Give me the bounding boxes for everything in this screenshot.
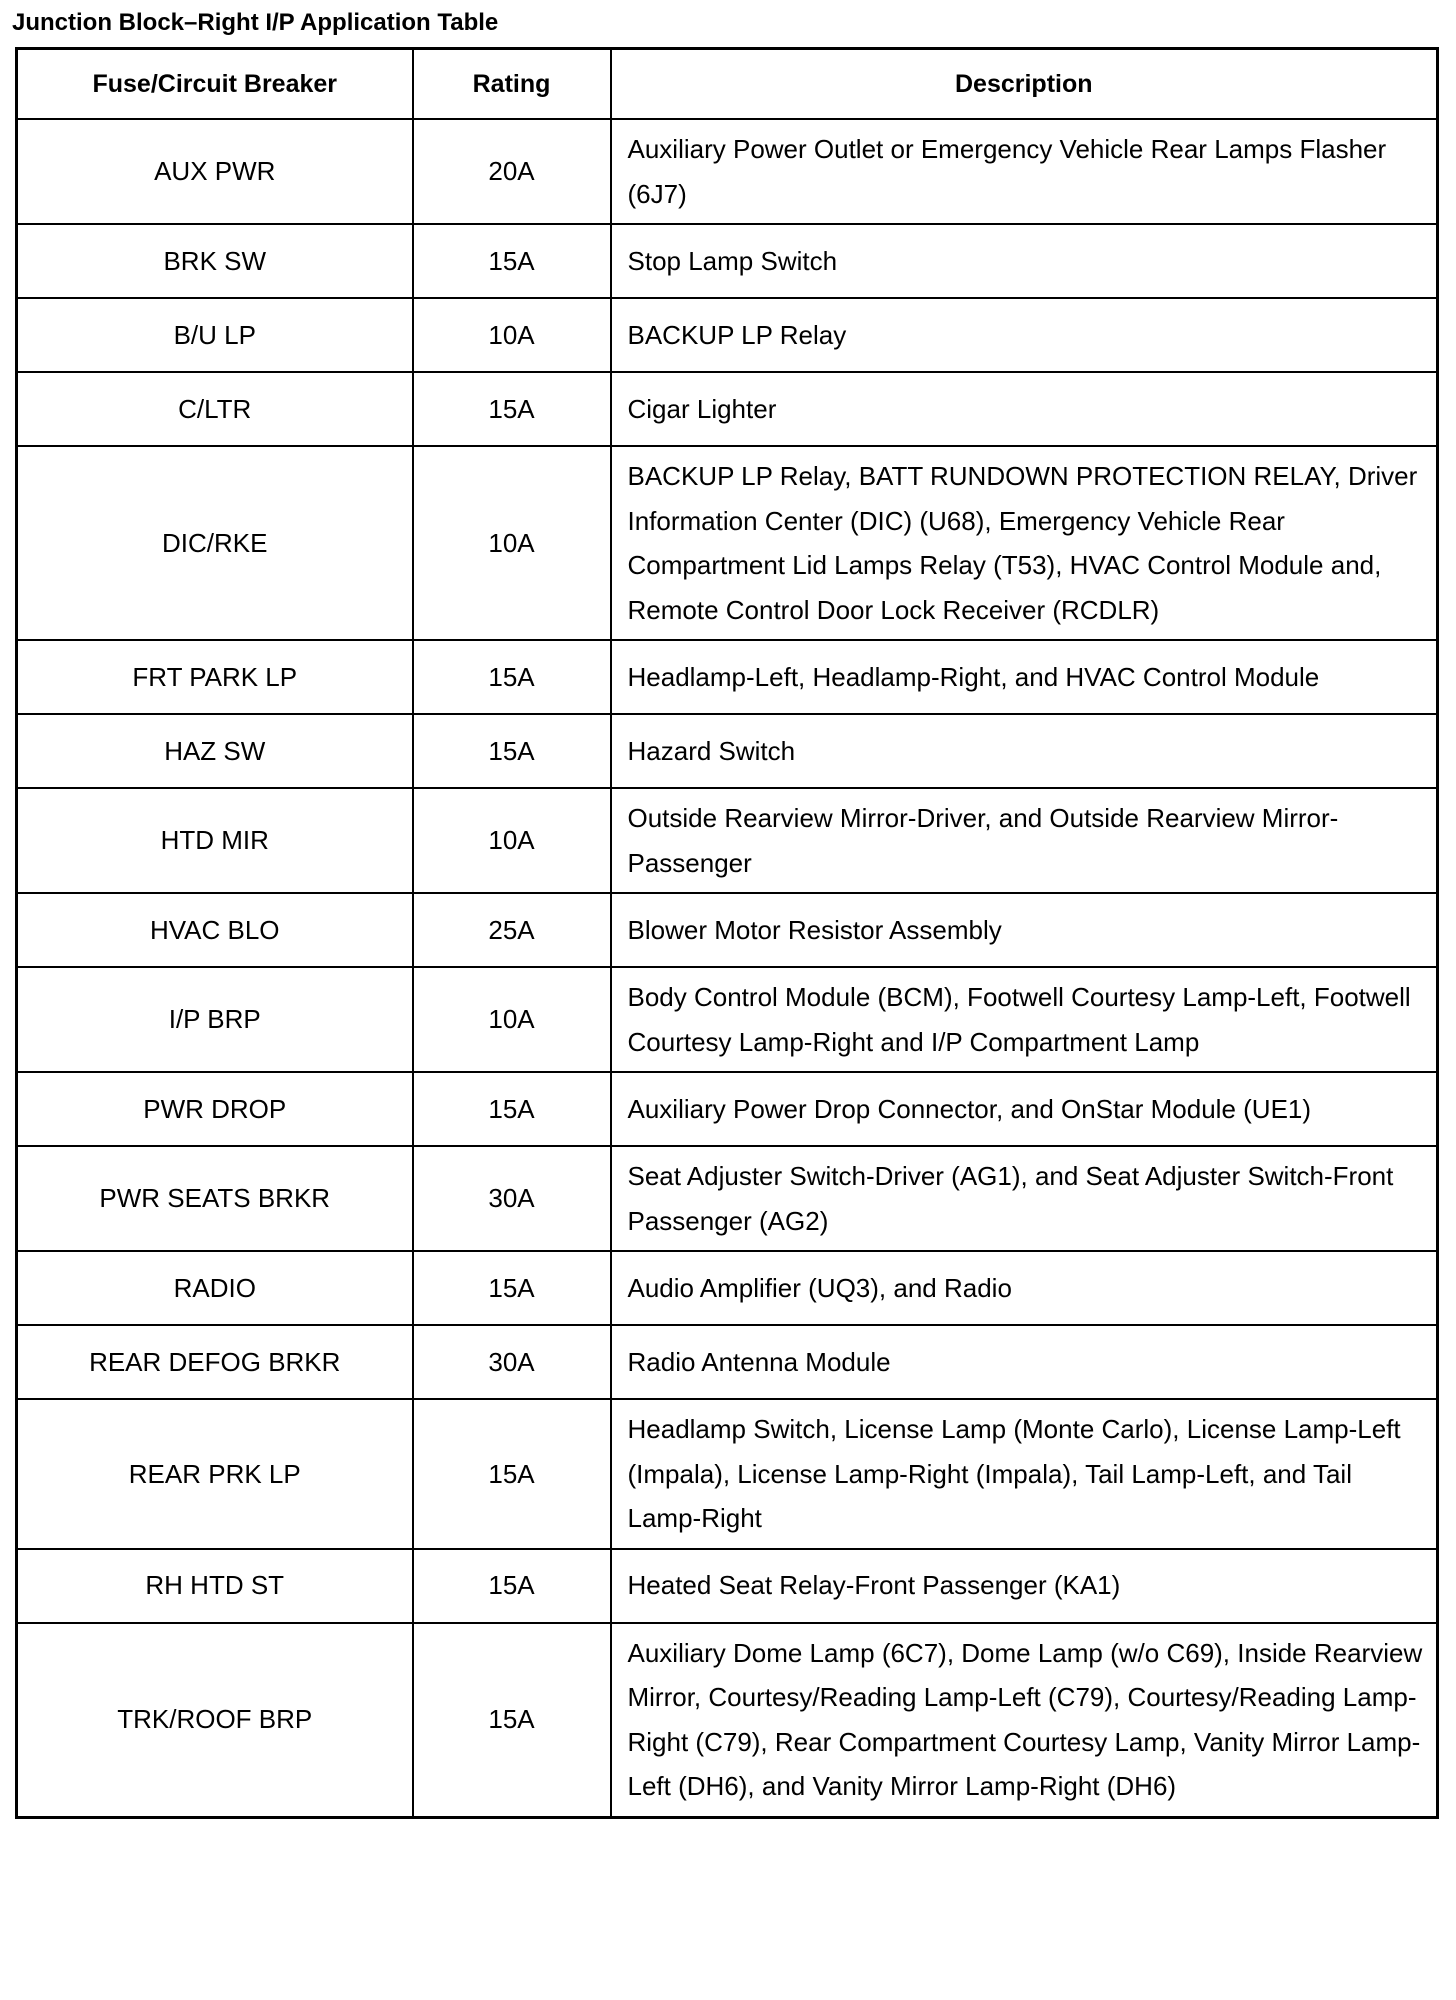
table-header-row — [17, 49, 1438, 120]
rating-cell: 15A — [413, 224, 611, 298]
column-header-description: Description — [611, 49, 1438, 120]
rating-cell: 25A — [413, 893, 611, 967]
description-cell: BACKUP LP Relay, BATT RUNDOWN PROTECTION RELAY, Driver Information Center (DIC) (U68), Emergency Vehicle Rear Compartment Lid Lamps Relay (T53), HVAC Control Module and, Remote Control Door Lock Receiver (RCDLR) — [611, 446, 1438, 640]
fuse-name-cell: HVAC BLO — [17, 893, 413, 967]
fuse-name-cell: I/P BRP — [17, 967, 413, 1072]
description-cell: Outside Rearview Mirror-Driver, and Outside Rearview Mirror-Passenger — [611, 788, 1438, 893]
fuse-name-cell: HTD MIR — [17, 788, 413, 893]
fuse-application-table — [15, 47, 1439, 1819]
rating-cell: 10A — [413, 446, 611, 640]
table-row — [17, 714, 1438, 788]
rating-cell: 15A — [413, 1549, 611, 1623]
description-cell: Blower Motor Resistor Assembly — [611, 893, 1438, 967]
rating-cell: 30A — [413, 1146, 611, 1251]
fuse-name-cell: DIC/RKE — [17, 446, 413, 640]
column-header-rating: Rating — [413, 49, 611, 120]
rating-cell: 15A — [413, 1251, 611, 1325]
table-row — [17, 640, 1438, 714]
table-row — [17, 1399, 1438, 1549]
rating-cell: 15A — [413, 1399, 611, 1549]
table-row — [17, 372, 1438, 446]
fuse-name-cell: HAZ SW — [17, 714, 413, 788]
description-cell: Auxiliary Dome Lamp (6C7), Dome Lamp (w/o C69), Inside Rearview Mirror, Courtesy/Reading Lamp-Left (C79), Courtesy/Reading Lamp-Right (C79), Rear Compartment Courtesy Lamp, Vanity Mirror Lamp-Left (DH6), and Vanity Mirror Lamp-Right (DH6) — [611, 1623, 1438, 1818]
fuse-name-cell: AUX PWR — [17, 119, 413, 224]
rating-cell: 15A — [413, 714, 611, 788]
table-row — [17, 1549, 1438, 1623]
description-cell: Hazard Switch — [611, 714, 1438, 788]
table-row — [17, 1251, 1438, 1325]
page-title: Junction Block–Right I/P Application Table — [12, 9, 499, 36]
description-cell: Auxiliary Power Drop Connector, and OnStar Module (UE1) — [611, 1072, 1438, 1146]
table-row — [17, 446, 1438, 640]
description-cell: Headlamp-Left, Headlamp-Right, and HVAC Control Module — [611, 640, 1438, 714]
table-row — [17, 967, 1438, 1072]
rating-cell: 10A — [413, 788, 611, 893]
description-cell: Headlamp Switch, License Lamp (Monte Carlo), License Lamp-Left (Impala), License Lamp-Right (Impala), Tail Lamp-Left, and Tail Lamp-Right — [611, 1399, 1438, 1549]
rating-cell: 15A — [413, 1072, 611, 1146]
rating-cell: 30A — [413, 1325, 611, 1399]
description-cell: Stop Lamp Switch — [611, 224, 1438, 298]
description-cell: Cigar Lighter — [611, 372, 1438, 446]
table-row — [17, 119, 1438, 224]
column-header-fuse: Fuse/Circuit Breaker — [17, 49, 413, 120]
fuse-name-cell: TRK/ROOF BRP — [17, 1623, 413, 1818]
fuse-name-cell: BRK SW — [17, 224, 413, 298]
table-row — [17, 893, 1438, 967]
table-row — [17, 1325, 1438, 1399]
description-cell: Radio Antenna Module — [611, 1325, 1438, 1399]
fuse-name-cell: FRT PARK LP — [17, 640, 413, 714]
rating-cell: 10A — [413, 967, 611, 1072]
fuse-name-cell: PWR SEATS BRKR — [17, 1146, 413, 1251]
description-cell: Audio Amplifier (UQ3), and Radio — [611, 1251, 1438, 1325]
fuse-name-cell: PWR DROP — [17, 1072, 413, 1146]
rating-cell: 15A — [413, 640, 611, 714]
table-row — [17, 1146, 1438, 1251]
description-cell: Auxiliary Power Outlet or Emergency Vehicle Rear Lamps Flasher (6J7) — [611, 119, 1438, 224]
fuse-name-cell: RH HTD ST — [17, 1549, 413, 1623]
table-row — [17, 1623, 1438, 1818]
rating-cell: 10A — [413, 298, 611, 372]
table-body — [17, 119, 1438, 1817]
description-cell: Seat Adjuster Switch-Driver (AG1), and Seat Adjuster Switch-Front Passenger (AG2) — [611, 1146, 1438, 1251]
table-row — [17, 1072, 1438, 1146]
description-cell: Heated Seat Relay-Front Passenger (KA1) — [611, 1549, 1438, 1623]
fuse-name-cell: RADIO — [17, 1251, 413, 1325]
description-cell: BACKUP LP Relay — [611, 298, 1438, 372]
fuse-name-cell: C/LTR — [17, 372, 413, 446]
rating-cell: 20A — [413, 119, 611, 224]
rating-cell: 15A — [413, 372, 611, 446]
table-row — [17, 224, 1438, 298]
table-row — [17, 788, 1438, 893]
description-cell: Body Control Module (BCM), Footwell Courtesy Lamp-Left, Footwell Courtesy Lamp-Right and I/P Compartment Lamp — [611, 967, 1438, 1072]
fuse-name-cell: REAR PRK LP — [17, 1399, 413, 1549]
table-row — [17, 298, 1438, 372]
fuse-name-cell: REAR DEFOG BRKR — [17, 1325, 413, 1399]
fuse-name-cell: B/U LP — [17, 298, 413, 372]
rating-cell: 15A — [413, 1623, 611, 1818]
